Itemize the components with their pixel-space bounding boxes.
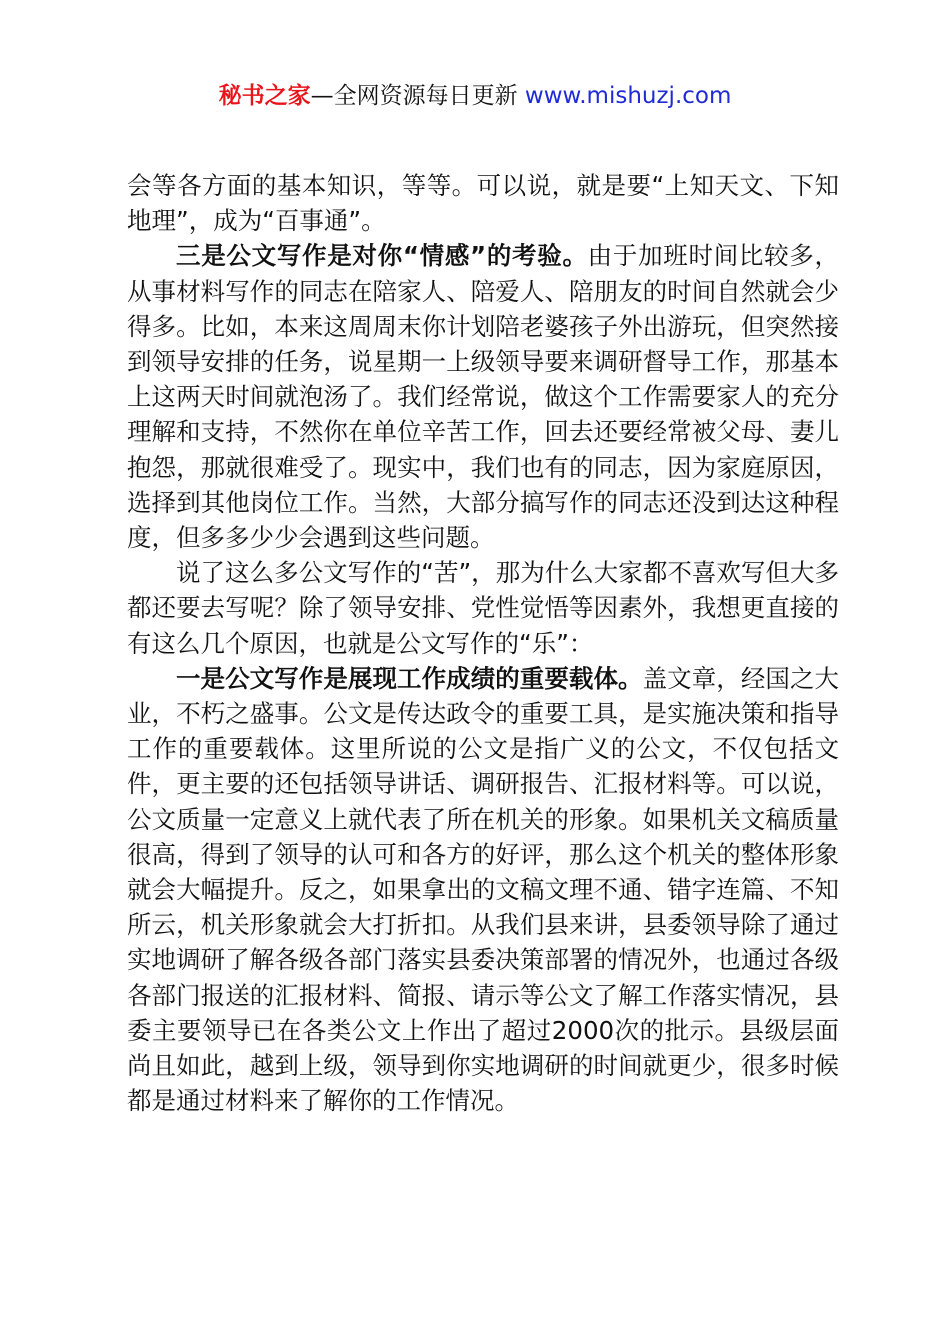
paragraph-text: 会等各方面的基本知识，等等。可以说，就是要“上知天文、下知地理”，成为“百事通”。	[127, 171, 839, 236]
paragraph-text: 盖文章，经国之大业，不朽之盛事。公文是传达政令的重要工具，是实施决策和指导工作的重要载体。这里所说的公文是指广义的公文，不仅包括文件，更主要的还包括领导讲话、调研报告、汇报材料等。可以说，公文质量一定意义上就代表了所在机关的形象。如果机关文稿质量很高，得到了领导的认可和各方的好评，那么这个机关的整体形象就会大幅提升。反之，如果拿出的文稿文理不通、错字连篇、不知所云，机关形象就会大打折扣。从我们县来讲，县委领导除了通过实地调研了解各级各部门落实县委决策部署的情况外，也通过各级各部门报送的汇报材料、简报、请示等公文了解工作落实情况，县委主要领导已在各类公文上作出了超过2000次的批示。县级层面尚且如此，越到上级，领导到你实地调研的时间就更少，很多时候都是通过材料来了解你的工作情况。	[127, 663, 840, 1116]
paragraph-continuation	[127, 168, 839, 238]
paragraph-lead: 一是公文写作是展现工作成绩的重要载体。	[176, 663, 643, 693]
site-name: 秘书之家	[218, 83, 311, 109]
paragraph-lead: 三是公文写作是对你“情感”的考验。	[176, 241, 588, 271]
paragraph-text: 由于加班时间比较多，从事材料写作的同志在陪家人、陪爱人、陪朋友的时间自然就会少得多。比如，本来这周周末你计划陪老婆孩子外出游玩，但突然接到领导安排的任务，说星期一上级领导要来调研督导工作，那基本上这两天时间就泡汤了。我们经常说，做这个工作需要家人的充分理解和支持，不然你在单位辛苦工作，回去还要经常被父母、妻儿抱怨，那就很难受了。现实中，我们也有的同志，因为家庭原因，选择到其他岗位工作。当然，大部分搞写作的同志还没到达这种程度，但多多少少会遇到这些问题。	[127, 241, 840, 553]
paragraph-work-achievement	[127, 661, 839, 1119]
page-header	[0, 80, 950, 112]
paragraph-transition	[127, 555, 839, 661]
document-body	[127, 168, 839, 1118]
paragraph-emotion-test	[127, 238, 839, 555]
paragraph-text: 说了这么多公文写作的“苦”，那为什么大家都不喜欢写但大多都还要去写呢？除了领导安排、党性觉悟等因素外，我想更直接的有这么几个原因，也就是公文写作的“乐”：	[127, 558, 839, 658]
site-tagline: —全网资源每日更新	[310, 83, 525, 109]
site-url-link[interactable]: www.mishuzj.com	[524, 83, 732, 109]
